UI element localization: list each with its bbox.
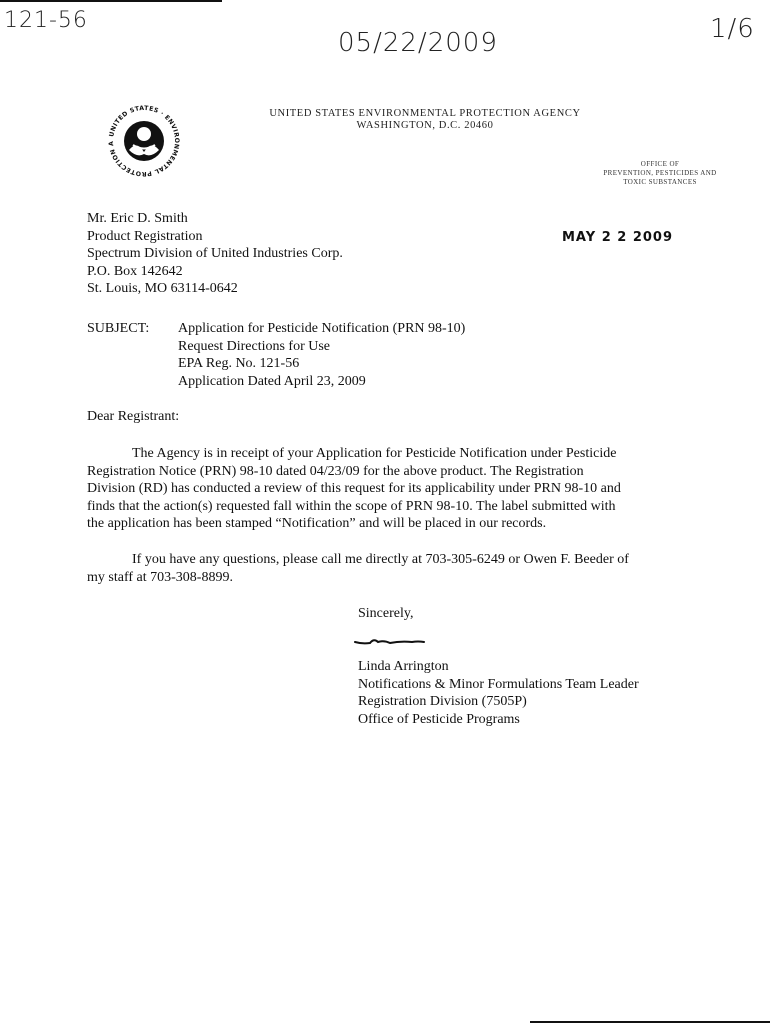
recipient-pobox: P.O. Box 142642 — [87, 263, 183, 279]
agency-name: UNITED STATES ENVIRONMENTAL PROTECTION AGENCY — [269, 108, 581, 119]
recipient-address — [87, 210, 343, 298]
subject-label: SUBJECT: — [87, 321, 150, 336]
handwritten-signature — [352, 630, 432, 650]
subject-line-4: Application Dated April 23, 2009 — [178, 373, 366, 389]
paragraph-2-line-2: my staff at 703-308-8899. — [87, 569, 233, 585]
subject-line-3: EPA Reg. No. 121-56 — [178, 356, 300, 371]
signer-block — [358, 658, 639, 728]
signer-division: Registration Division (7505P) — [358, 694, 527, 709]
recipient-title: Product Registration — [87, 228, 203, 244]
paragraph-2-line-1: If you have any questions, please call me directly at 703-305-6249 or Owen F. Beeder of — [132, 552, 629, 567]
handwritten-page-number: 1/6 — [710, 14, 755, 44]
body-paragraph-1 — [87, 445, 687, 533]
epa-seal-logo — [103, 100, 185, 182]
subject-line-2: Request Directions for Use — [178, 338, 331, 354]
signer-office: Office of Pesticide Programs — [358, 711, 520, 727]
bottom-rule — [530, 1021, 770, 1023]
paragraph-1-line-3: Division (RD) has conducted a review of this request for its applicability under PRN 98-10 and — [87, 481, 621, 496]
closing: Sincerely, — [358, 606, 414, 621]
signer-title: Notifications & Minor Formulations Team Leader — [358, 676, 639, 692]
svg-text:UNITED STATES · ENVIRONMENTAL: UNITED STATES · ENVIRONMENTAL PROTECTION A — [107, 104, 181, 178]
signer-name: Linda Arrington — [358, 659, 449, 674]
body-paragraph-2 — [87, 551, 687, 586]
recipient-name: Mr. Eric D. Smith — [87, 211, 188, 226]
handwritten-reg-number: 121-56 — [4, 8, 88, 33]
subject-line-1: Application for Pesticide Notification (PRN 98-10) — [178, 321, 466, 336]
handwritten-date: 05/22/2009 — [338, 28, 498, 58]
salutation: Dear Registrant: — [87, 409, 180, 424]
top-rule — [0, 0, 222, 2]
paragraph-1-line-2: Registration Notice (PRN) 98-10 dated 04/23/09 for the above product. The Registration — [87, 463, 584, 479]
paragraph-1-line-4: finds that the action(s) requested fall within the scope of PRN 98-10. The label submitted with — [87, 498, 616, 514]
recipient-city: St. Louis, MO 63114-0642 — [87, 281, 238, 296]
paragraph-1-line-5: the application has been stamped “Notification” and will be placed in our records. — [87, 516, 547, 531]
office-line-1: OFFICE OF — [640, 160, 680, 168]
recipient-company: Spectrum Division of United Industries Corp. — [87, 246, 343, 261]
agency-city: WASHINGTON, D.C. 20460 — [356, 120, 494, 131]
office-line-2: PREVENTION, PESTICIDES AND — [603, 169, 717, 177]
date-stamp: MAY 2 2 2009 — [562, 230, 674, 245]
office-line-3: TOXIC SUBSTANCES — [623, 178, 697, 186]
subject-block — [178, 320, 465, 390]
paragraph-1-line-1: The Agency is in receipt of your Application for Pesticide Notification under Pesticide — [132, 446, 617, 461]
